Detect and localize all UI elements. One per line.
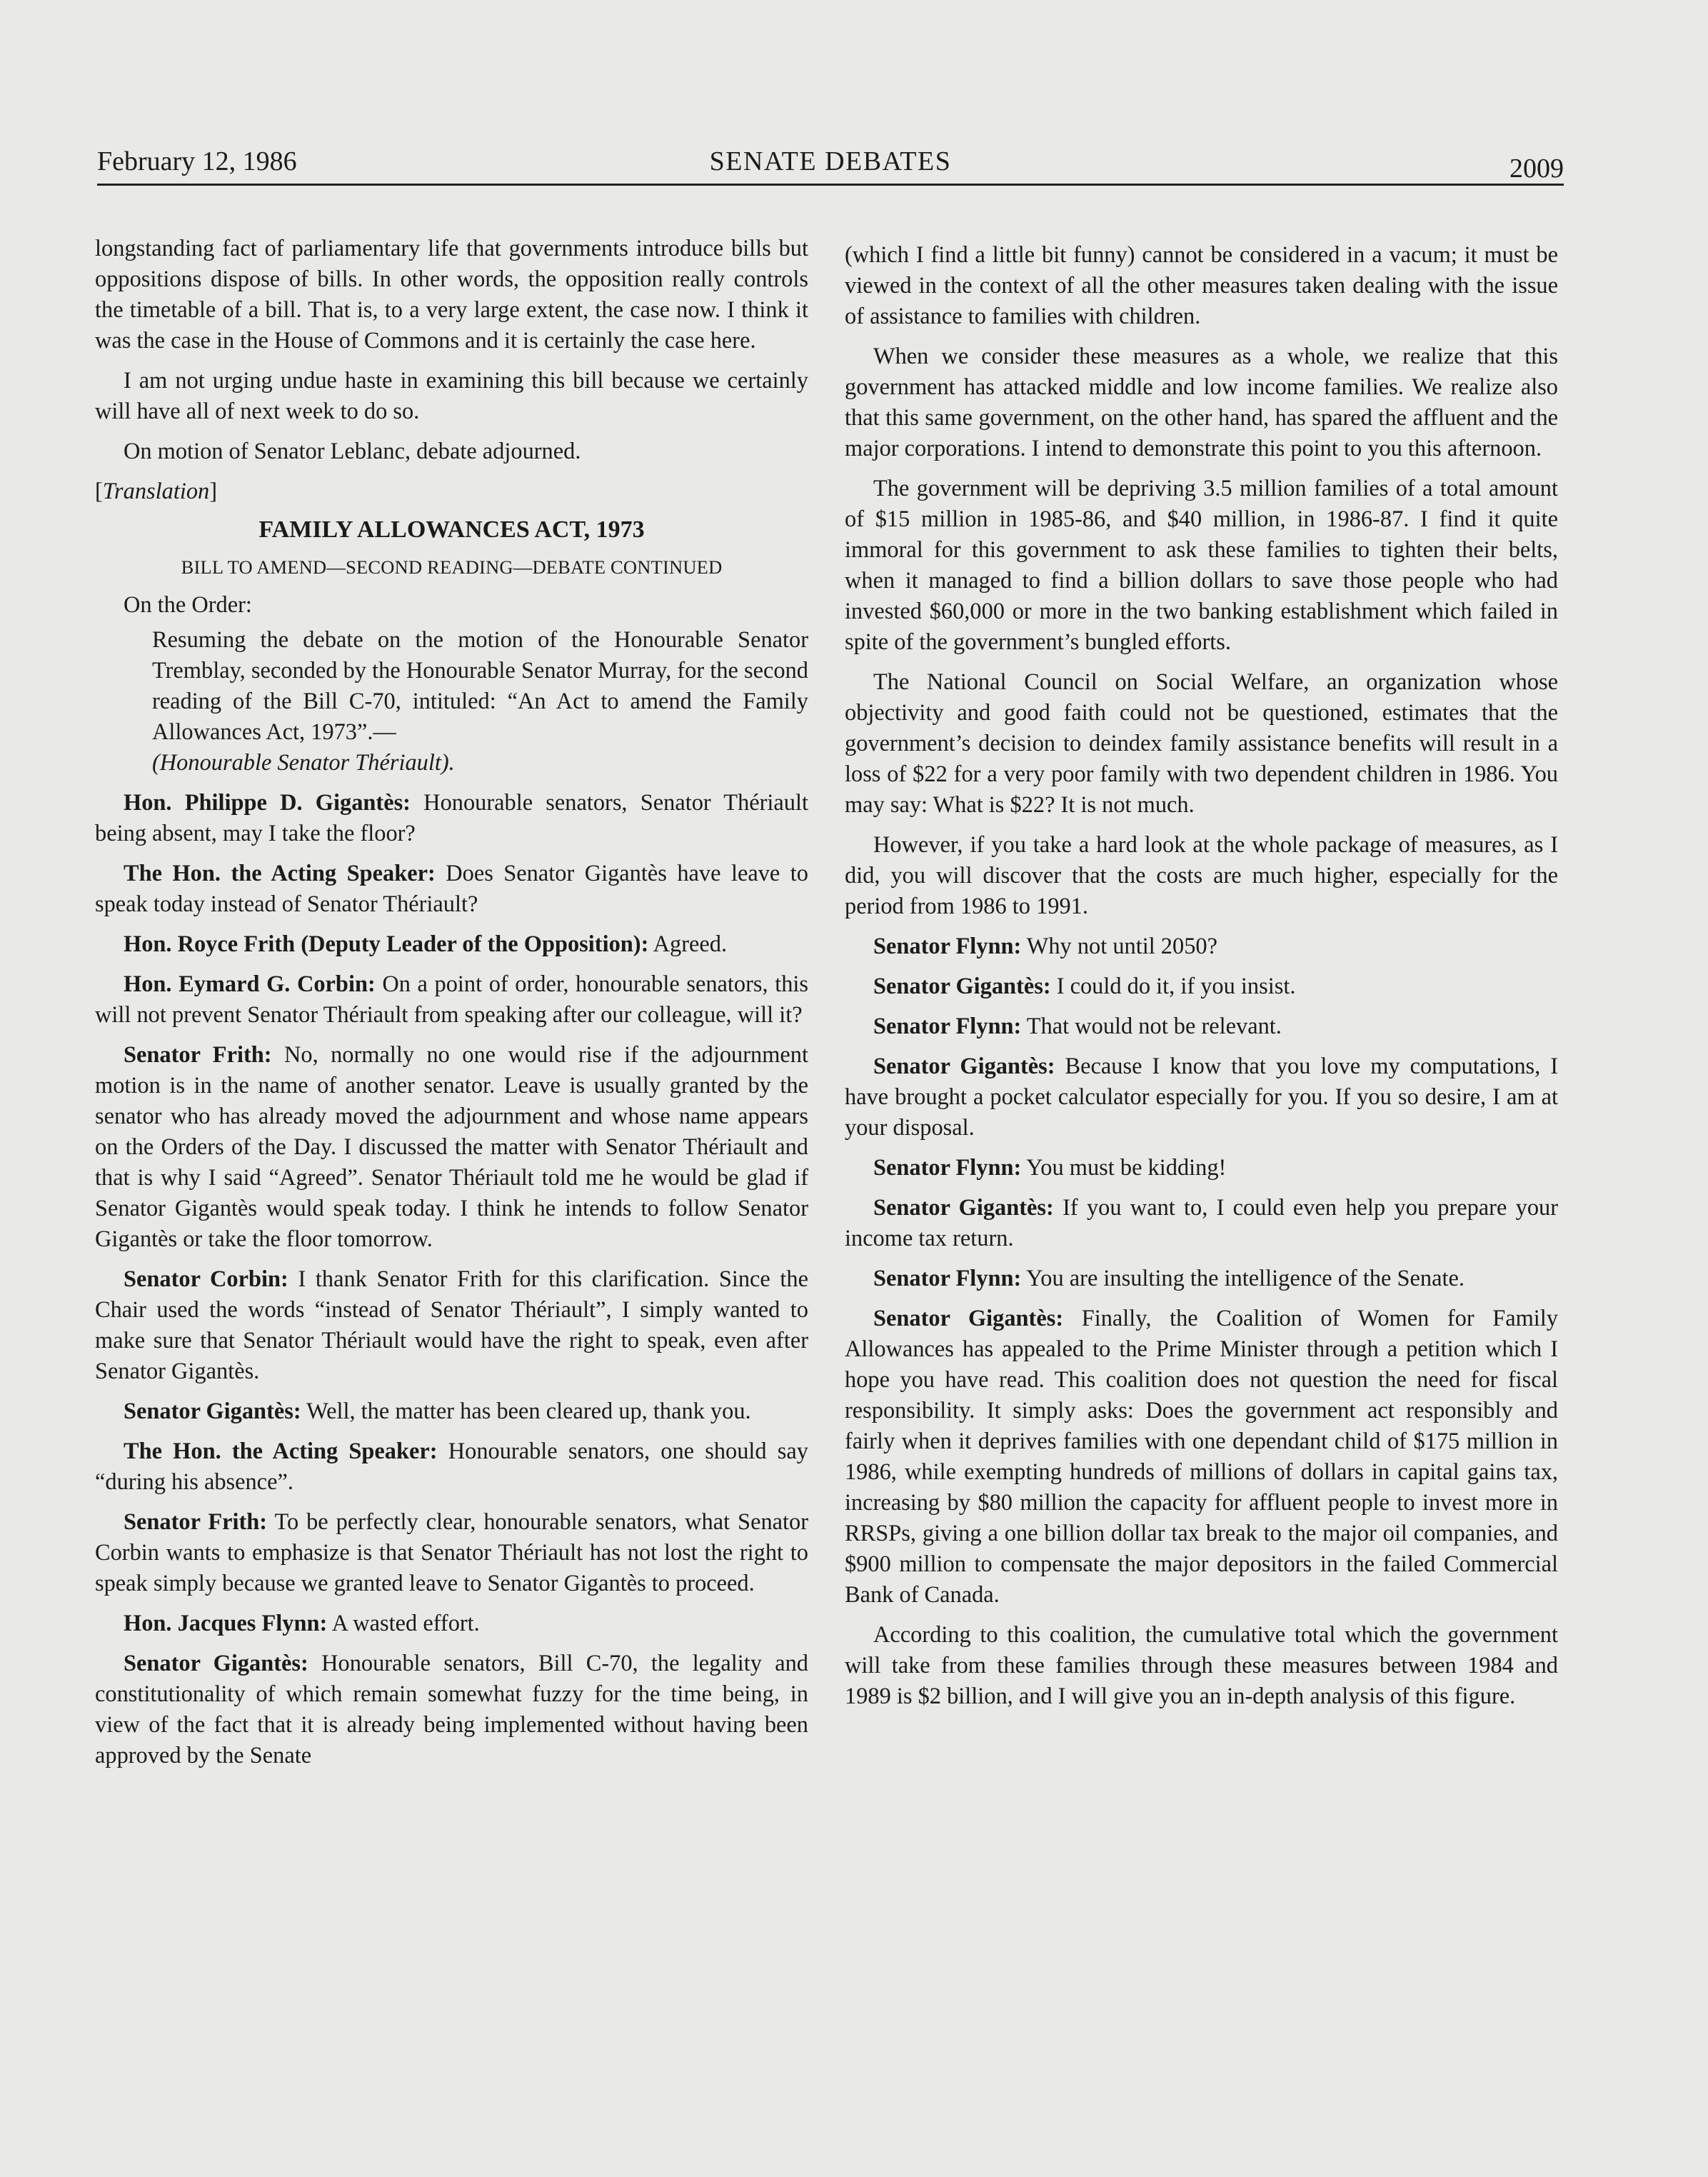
speech: [95, 969, 808, 1031]
speech: [845, 1153, 1558, 1183]
speaker-name: Senator Gigantès:: [124, 1651, 308, 1676]
order-label: On the Order:: [124, 592, 252, 618]
paragraph: The National Council on Social Welfare, an organization whose objectivity and good faith could not be questioned, estimates that the government’s decision to deindex family assistance benefits will result in a loss of $22 for a very poor family with two dependent children in 1986. You may say: What is $22? It is not much.: [845, 669, 1558, 818]
speech: [95, 1436, 808, 1498]
speaker-name: Senator Flynn:: [873, 934, 1022, 959]
speaker-name: Senator Flynn:: [873, 1155, 1022, 1181]
bracket-open: [: [95, 479, 103, 504]
page-header: [97, 146, 1564, 189]
speech-text: A wasted effort.: [327, 1611, 480, 1636]
translation-note: [95, 476, 808, 507]
speaker-name: The Hon. the Acting Speaker:: [124, 1438, 438, 1464]
paragraph: longstanding fact of parliamentary life that governments introduce bills but oppositions dispose of bills. In other words, the opposition really controls the timetable of a bill. That is, to a very large extent, the case now. I think it was the case in the House of Commons and it is certainly the case here.: [95, 236, 808, 354]
speaker-name: Hon. Jacques Flynn:: [124, 1611, 328, 1636]
paragraph: On motion of Senator Leblanc, debate adjourned.: [124, 439, 581, 464]
speech-text: You must be kidding!: [1021, 1155, 1227, 1181]
translation-label: Translation: [102, 479, 210, 504]
speech-text: That would not be relevant.: [1021, 1014, 1282, 1039]
motion-body: Resuming the debate on the motion of the Honourable Senator Tremblay, seconded by the Honourable Senator Murray, for the second reading of the Bill C-70, intituled: “An Act to amend the Family Allowances Act, 1973”.—: [152, 627, 808, 745]
speaker-name: Senator Frith:: [124, 1042, 272, 1068]
speech-text: I could do it, if you insist.: [1050, 974, 1296, 999]
paragraph: (which I find a little bit funny) cannot be considered in a vacum; it must be viewed in the context of all the other measures taken dealing with the issue of assistance to families with children.: [845, 242, 1558, 329]
speaker-name: Senator Gigantès:: [124, 1398, 301, 1424]
speech: [95, 859, 808, 920]
motion-attribution: (Honourable Senator Thériault).: [152, 750, 455, 776]
speech: [95, 1396, 808, 1427]
motion-text: [152, 625, 808, 779]
speech-text: You are insulting the intelligence of the Senate.: [1021, 1266, 1465, 1291]
paragraph: The government will be depriving 3.5 million families of a total amount of $15 million in 1985-86, and $40 million, in 1986-87. I find it quite immoral for this government to ask these families to tighten their belts, when it managed to find a billion dollars to save those people who had invested $60,000 or more in the two banking establishment which failed in spite of the government’s bungled efforts.: [845, 476, 1558, 655]
speech-text: To be perfectly clear, honourable senators, what Senator Corbin wants to emphasize is that Senator Thériault has not lost the right to speak simply because we granted leave to Senator Gigantès to proceed.: [95, 1509, 809, 1596]
speaker-name: Senator Gigantès:: [873, 1306, 1064, 1331]
speaker-name: Senator Gigantès:: [873, 974, 1051, 999]
paragraph: However, if you take a hard look at the whole package of measures, as I did, you will discover that the costs are much higher, especially for the period from 1986 to 1991.: [845, 832, 1558, 919]
speech-text: Honourable senators, Bill C-70, the legality and constitutionality of which remain somewhat fuzzy for the time being, in view of the fact that it is already being implemented without having been approved by the Senate: [95, 1651, 808, 1768]
speech: [845, 931, 1558, 962]
speech-text: Does Senator Gigantès have leave to speak today instead of Senator Thériault?: [95, 861, 808, 917]
speech-text: No, normally no one would rise if the adjournment motion is in the name of another senator. Leave is usually granted by the senator who has already moved the adjournment and whose name appears on the Orders of the Day. I discussed the matter with Senator Thériault and that is why I said “Agreed”. Senator Thériault told me he would be glad if Senator Gigantès would speak today. I think he intends to follow Senator Gigantès or take the floor tomorrow.: [95, 1042, 809, 1252]
bracket-close: ]: [209, 479, 218, 504]
paragraph: According to this coalition, the cumulative total which the government will take from these families through these measures between 1984 and 1989 is $2 billion, and I will give you an in-depth analysis of this figure.: [845, 1622, 1558, 1709]
speaker-name: The Hon. the Acting Speaker:: [124, 861, 436, 886]
speech-text: Well, the matter has been cleared up, thank you.: [301, 1398, 751, 1424]
speech: [95, 788, 808, 849]
speaker-name: Senator Flynn:: [873, 1266, 1022, 1291]
speech-text: Finally, the Coalition of Women for Family Allowances has appealed to the Prime Minister through a petition which I hope you have read. This coalition does not question the need for fiscal responsibility. It simply asks: Does the government act responsibly and fairly when it deprives families with one dependant child of $175 million in 1986, while exempting hundreds of millions of dollars in capital gains tax, increasing by $80 million the capacity for affluent people to invest more in RRSPs, giving a one billion dollar tax break to the major oil companies, and $900 million to compensate the major depositors in the failed Commercial Bank of Canada.: [845, 1306, 1559, 1608]
left-column: [95, 234, 808, 1781]
speech-text: If you want to, I could even help you prepare your income tax return.: [845, 1195, 1558, 1251]
speech: [95, 1040, 808, 1255]
speech: [95, 1648, 808, 1771]
header-page-number: 2009: [1509, 154, 1564, 184]
speech: [95, 1608, 808, 1639]
speaker-name: Senator Flynn:: [873, 1014, 1022, 1039]
speech: [95, 1264, 808, 1387]
speaker-name: Senator Corbin:: [124, 1266, 288, 1292]
speech: [845, 1193, 1558, 1254]
speech: [845, 1051, 1558, 1143]
section-subheading: BILL TO AMEND—SECOND READING—DEBATE CONTINUED: [181, 556, 723, 578]
speech-text: Because I know that you love my computations, I have brought a pocket calculator especially for you. If you so desire, I am at your disposal.: [845, 1054, 1559, 1141]
speaker-name: Hon. Philippe D. Gigantès:: [124, 790, 411, 816]
speaker-name: Senator Gigantès:: [873, 1054, 1055, 1079]
right-column: [845, 240, 1558, 1721]
speech: [845, 1303, 1558, 1611]
speech-text: Honourable senators, one should say “during his absence”.: [95, 1438, 808, 1495]
header-rule: [97, 184, 1564, 186]
speaker-name: Senator Gigantès:: [873, 1195, 1054, 1221]
speaker-name: Senator Frith:: [124, 1509, 268, 1535]
paragraph: When we consider these measures as a whole, we realize that this government has attacked middle and low income families. We realize also that this same government, on the other hand, has spared the affluent and the major corporations. I intend to demonstrate this point to you this afternoon.: [845, 344, 1558, 461]
paragraph: I am not urging undue haste in examining this bill because we certainly will have all of next week to do so.: [95, 368, 808, 424]
speech-text: Agreed.: [648, 931, 728, 957]
speech-text: Honourable senators, Senator Thériault being absent, may I take the floor?: [95, 790, 809, 846]
speech: [845, 1011, 1558, 1042]
speech-text: I thank Senator Frith for this clarification. Since the Chair used the words “instead of Senator Thériault”, I simply wanted to make sure that Senator Thériault would have the right to speak, even after Senator Gigantès.: [95, 1266, 809, 1384]
speech-text: On a point of order, honourable senators, this will not prevent Senator Thériault from speaking after our colleague, will it?: [95, 971, 808, 1028]
speech-text: Why not until 2050?: [1021, 934, 1217, 959]
speech: [845, 971, 1558, 1002]
speech: [95, 929, 808, 960]
speech: [845, 1263, 1558, 1294]
header-date: February 12, 1986: [97, 146, 297, 176]
speech: [95, 1507, 808, 1599]
section-heading: FAMILY ALLOWANCES ACT, 1973: [258, 516, 645, 543]
speaker-name: Hon. Royce Frith (Deputy Leader of the Opposition):: [124, 931, 649, 957]
header-journal-title: SENATE DEBATES: [709, 146, 952, 176]
speaker-name: Hon. Eymard G. Corbin:: [124, 971, 376, 997]
